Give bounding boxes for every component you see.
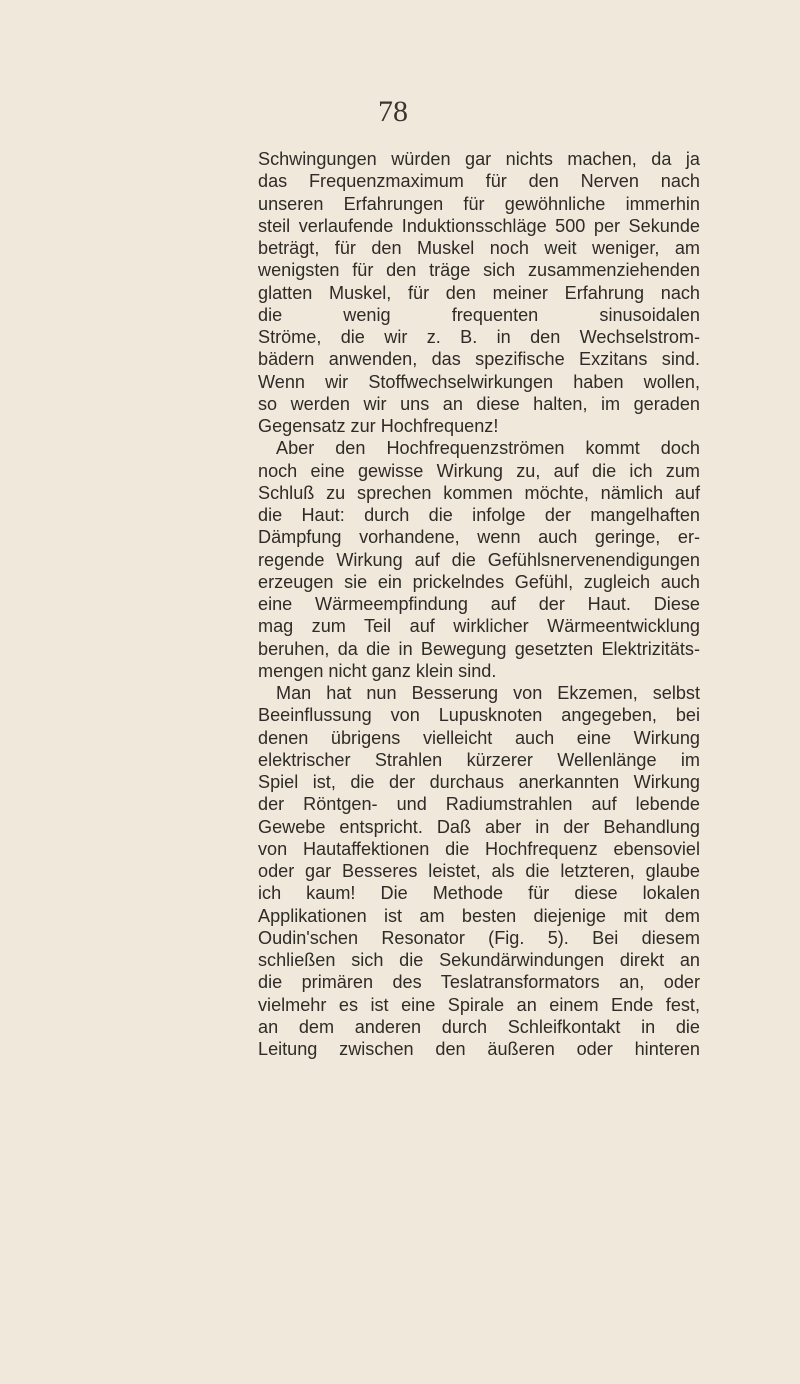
- text-line: unseren Erfahrungen für gewöhnliche immerhin: [258, 193, 700, 214]
- text-line: der Röntgen- und Radiumstrahlen auf lebende: [258, 794, 700, 815]
- text-line: Applikationen ist am besten diejenige mit dem: [258, 905, 700, 926]
- text-line: an dem anderen durch Schleifkontakt in die: [258, 1016, 700, 1037]
- text-line: regende Wirkung auf die Gefühlsnervenendigungen: [258, 549, 700, 570]
- text-line: die Haut: durch die infolge der mangelhaften: [258, 505, 700, 525]
- text-line: noch eine gewisse Wirkung zu, auf die ich zum: [258, 460, 700, 481]
- text-line: Beeinflussung von Lupusknoten angegeben, bei: [258, 705, 700, 726]
- text-line: Gegensatz zur Hochfrequenz!: [258, 416, 499, 436]
- text-line: das Frequenzmaximum für den Nerven nach: [258, 171, 700, 192]
- text-line: Leitung zwischen den äußeren oder hinteren: [258, 1039, 700, 1059]
- text-line: beträgt, für den Muskel noch weit weniger, am: [258, 238, 700, 258]
- text-line: vielmehr es ist eine Spirale an einem Ende fest,: [258, 994, 700, 1015]
- text-line: ich kaum! Die Methode für diese lokalen: [258, 883, 700, 904]
- text-line: eine Wärmeempfindung auf der Haut. Diese: [258, 594, 700, 614]
- text-line: Oudin'schen Resonator (Fig. 5). Bei diesem: [258, 927, 700, 948]
- text-line: Schwingungen würden gar nichts machen, da ja: [258, 149, 700, 169]
- text-line: Schluß zu sprechen kommen möchte, nämlich auf: [258, 482, 700, 503]
- text-line: bädern anwenden, das spezifische Exzitans sind.: [258, 349, 700, 370]
- text-line: erzeugen sie ein prickelndes Gefühl, zugleich auch: [258, 571, 700, 592]
- text-line: glatten Muskel, für den meiner Erfahrung nach: [258, 282, 700, 303]
- body-text: [258, 148, 700, 1060]
- text-line: Aber den Hochfrequenzströmen kommt doch: [276, 438, 700, 459]
- text-line: mengen nicht ganz klein sind.: [258, 660, 497, 681]
- page-number: 78: [378, 95, 408, 128]
- text-line: Gewebe entspricht. Daß aber in der Behandlung: [258, 816, 700, 837]
- text-line: die primären des Teslatransformators an, oder: [258, 972, 700, 993]
- text-line: so werden wir uns an diese halten, im geraden: [258, 393, 700, 414]
- text-line: elektrischer Strahlen kürzerer Wellenlänge im: [258, 749, 700, 770]
- text-line: Dämpfung vorhandene, wenn auch geringe, er-: [258, 527, 700, 548]
- text-line: die wenig frequenten sinusoidalen: [258, 304, 700, 325]
- text-line: Ströme, die wir z. B. in den Wechselstrom-: [258, 327, 700, 347]
- text-line: denen übrigens vielleicht auch eine Wirkung: [258, 727, 700, 748]
- text-line: Spiel ist, die der durchaus anerkannten Wirkung: [258, 772, 700, 792]
- text-line: Man hat nun Besserung von Ekzemen, selbst: [276, 683, 700, 703]
- text-line: Wenn wir Stoffwechselwirkungen haben wollen,: [258, 371, 700, 392]
- text-line: oder gar Besseres leistet, als die letzteren, glaube: [258, 861, 700, 881]
- text-line: schließen sich die Sekundärwindungen direkt an: [258, 950, 700, 970]
- text-line: von Hautaffektionen die Hochfrequenz ebensoviel: [258, 838, 700, 859]
- text-line: beruhen, da die in Bewegung gesetzten Elektrizitäts-: [258, 638, 700, 659]
- text-line: steil verlaufende Induktionsschläge 500 per Sekunde: [258, 215, 700, 236]
- text-line: wenigsten für den träge sich zusammenziehenden: [258, 260, 700, 281]
- text-line: mag zum Teil auf wirklicher Wärmeentwicklung: [258, 616, 700, 637]
